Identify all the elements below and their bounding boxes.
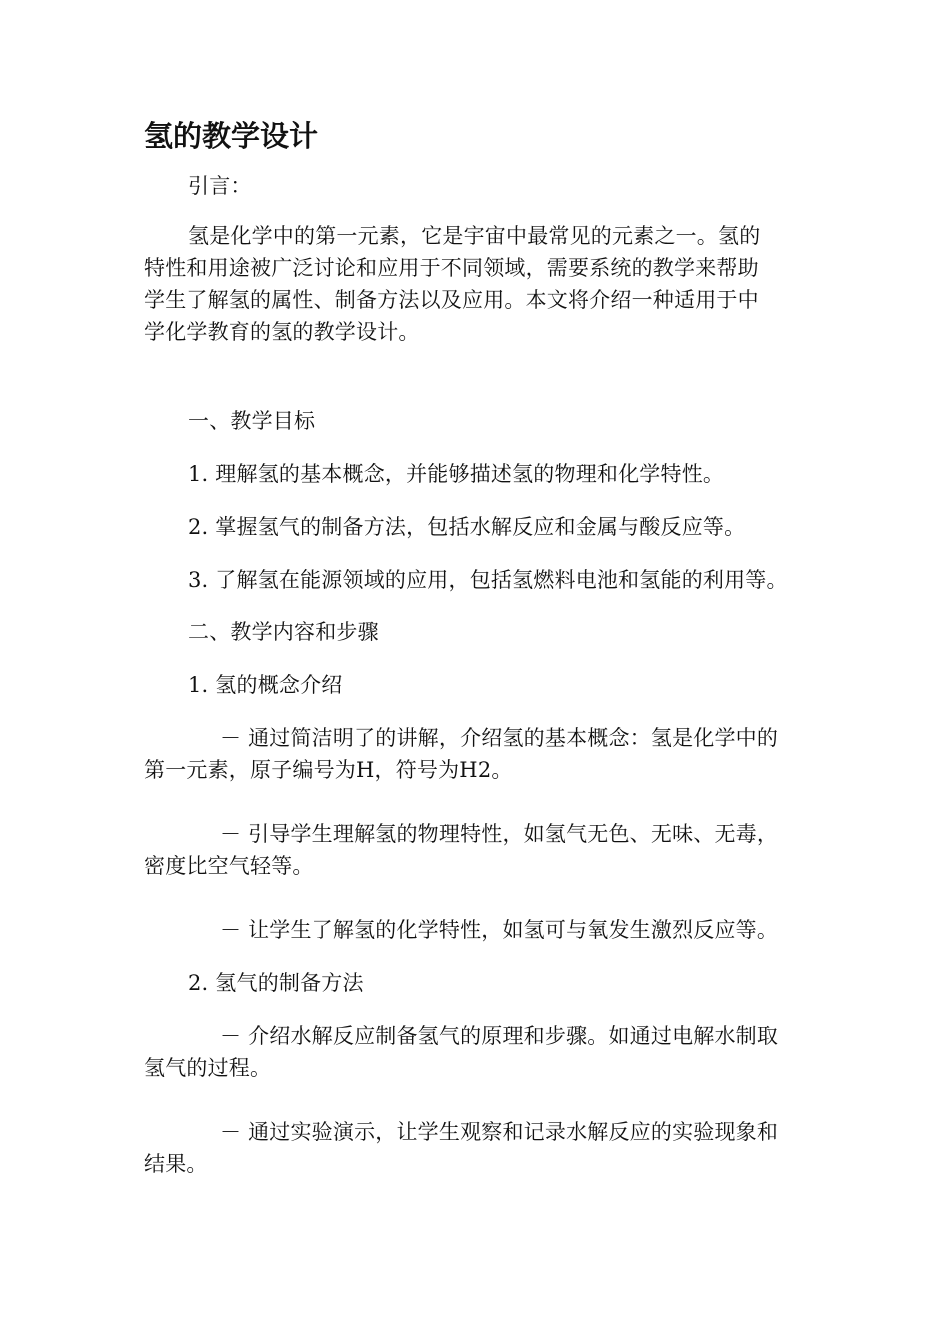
goal-item-text: 2. 掌握氢气的制备方法，包括水解反应和金属与酸反应等。 xyxy=(188,515,746,539)
section-heading-text: 一、教学目标 xyxy=(188,409,316,433)
intro-line: 氢是化学中的第一元素，它是宇宙中最常见的元素之一。氢的 xyxy=(188,224,761,248)
goal-item xyxy=(144,564,824,596)
bullet-line: － 介绍水解反应制备氢气的原理和步骤。如通过电解水制取 xyxy=(220,1024,779,1048)
subsection-heading xyxy=(144,669,824,701)
document-title: 氢的教学设计 xyxy=(144,119,319,153)
bullet-line: － 引导学生理解氢的物理特性，如氢气无色、无味、无毒， xyxy=(220,822,779,846)
goal-item-text: 1. 理解氢的基本概念，并能够描述氢的物理和化学特性。 xyxy=(188,462,725,486)
intro-paragraph xyxy=(144,220,824,348)
goal-item-text: 3. 了解氢在能源领域的应用，包括氢燃料电池和氢能的利用等。 xyxy=(188,568,788,592)
subsection-heading-text: 2. 氢气的制备方法 xyxy=(188,971,364,995)
goal-item xyxy=(144,511,824,543)
bullet-paragraph xyxy=(144,1020,824,1084)
bullet-line: 密度比空气轻等。 xyxy=(144,854,314,878)
goal-item xyxy=(144,458,824,490)
intro-line: 学生了解氢的属性、制备方法以及应用。本文将介绍一种适用于中 xyxy=(144,288,759,312)
bullet-line: 第一元素，原子编号为H，符号为H2。 xyxy=(144,758,513,782)
bullet-paragraph xyxy=(144,914,824,946)
bullet-paragraph xyxy=(144,722,824,786)
intro-line: 学化学教育的氢的教学设计。 xyxy=(144,320,420,344)
bullet-line: 结果。 xyxy=(144,1152,208,1176)
subsection-heading xyxy=(144,967,824,999)
bullet-line: 氢气的过程。 xyxy=(144,1056,272,1080)
bullet-line: － 让学生了解氢的化学特性，如氢可与氧发生激烈反应等。 xyxy=(220,918,779,942)
section-heading-content xyxy=(144,616,824,648)
subsection-heading-text: 1. 氢的概念介绍 xyxy=(188,673,343,697)
bullet-paragraph xyxy=(144,818,824,882)
bullet-paragraph xyxy=(144,1116,824,1180)
bullet-line: － 通过简洁明了的讲解，介绍氢的基本概念：氢是化学中的 xyxy=(220,726,779,750)
intro-heading-text: 引言： xyxy=(188,174,252,198)
bullet-line: － 通过实验演示，让学生观察和记录水解反应的实验现象和 xyxy=(220,1120,779,1144)
section-heading-text: 二、教学内容和步骤 xyxy=(188,620,379,644)
intro-line: 特性和用途被广泛讨论和应用于不同领域，需要系统的教学来帮助 xyxy=(144,256,759,280)
section-heading-goals xyxy=(144,405,824,437)
intro-heading xyxy=(144,170,824,202)
